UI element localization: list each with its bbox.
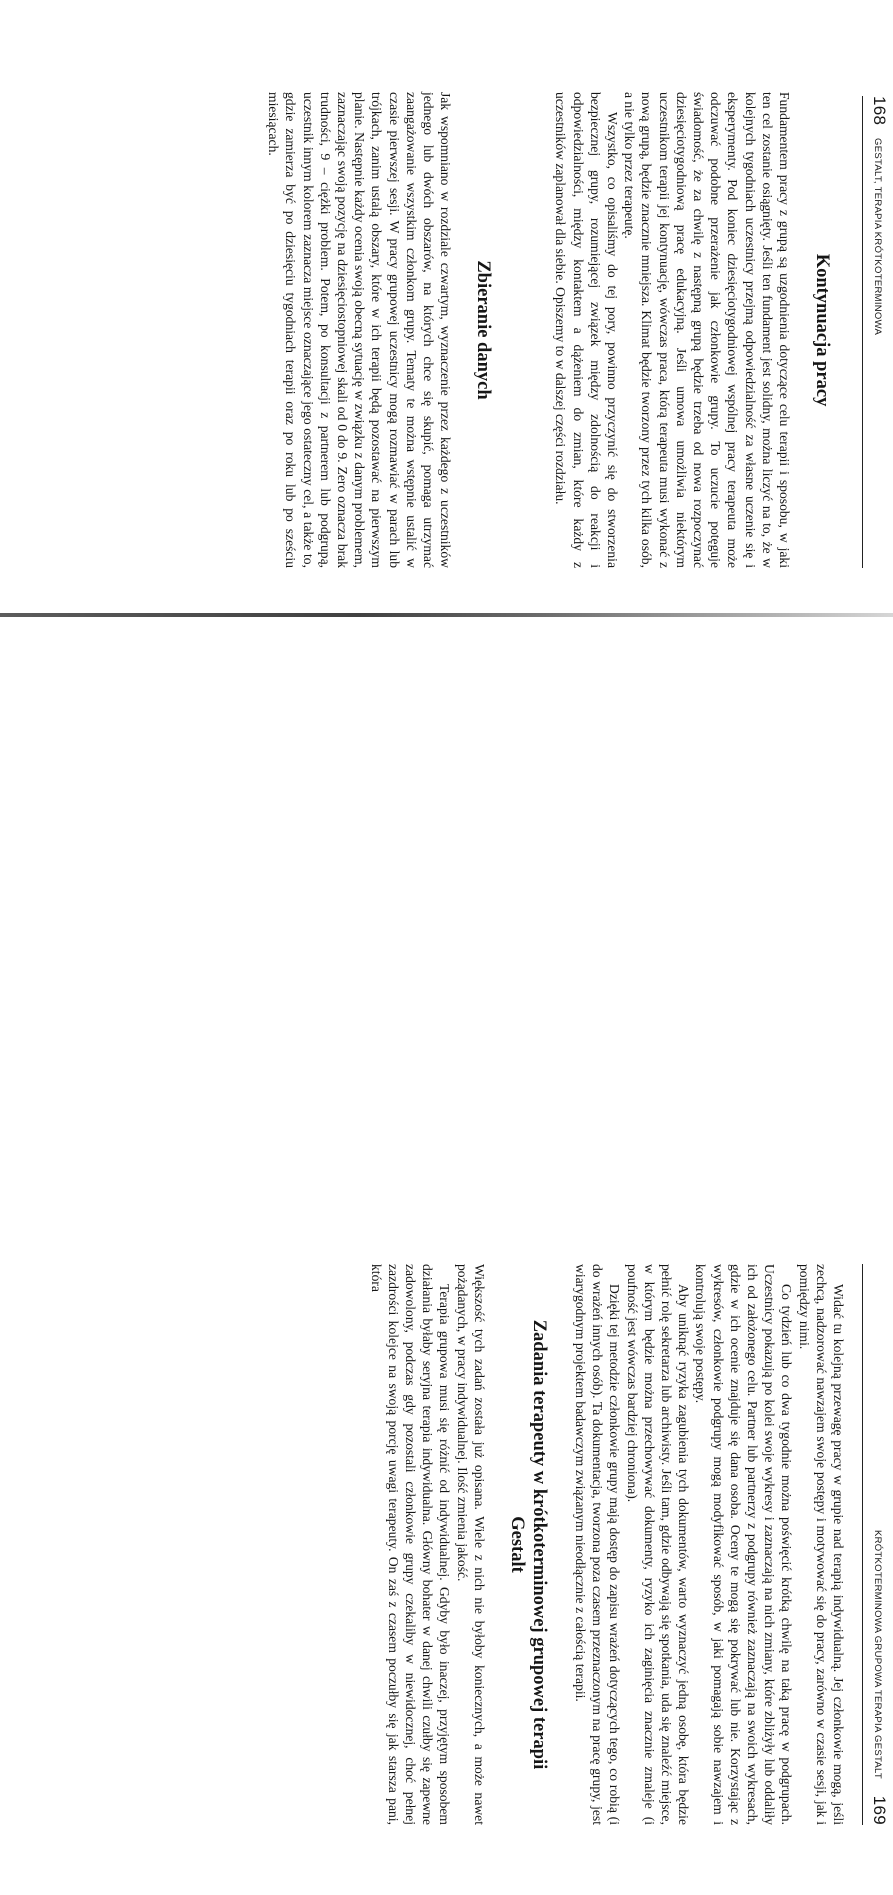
page-number: 169 xyxy=(870,1795,889,1825)
paragraph: Widać tu kolejną przewagę pracy w grupie nad terapią indywidualną. Jej członkowie mogą, jeśli zechcą, nadzorować nawzajem swoje postępy i motywować się do pracy, zarówno w czasie sesji, jak i pomiędzy nimi. xyxy=(796,1264,846,1825)
right-page-body xyxy=(367,1264,847,1825)
left-page xyxy=(0,0,893,604)
section-title: Kontynuacja pracy xyxy=(812,253,832,407)
paragraph: Większość tych zadań została już opisana. Wiele z nich nie byłoby koniecznych, a może nawet pożądanych, w pracy indywidualnej. Ilość zmienia jakość. xyxy=(454,1264,487,1825)
page-number: 168 xyxy=(870,96,889,126)
right-page xyxy=(0,632,893,1825)
paragraph: Fundamentem pracy z grupą są uzgodnienia dotyczące celu terapii i sposobu, w jaki ten cel zostanie osiągnięty. Jeśli ten fundament jest solidny, można liczyć na to, że w kolejnych tygodniach uczestnicy przejmą odpowiedzialność za własne uczenie się i eksperymenty. Pod koniec dziesięciotygodniowej wspólnej pracy terapeuta może odczuwać podobne przerażenie jak członkowie grupy. To uczucie potęguje świadomość, że za chwilę z następną grupą będzie trzeba od nowa rozpoczynać dziesięciotygodniową pracę edukacyjną. Jeśli umowa umożliwia niektórym uczestnikom terapii jej kontynuację, wówczas praca, którą terapeuta musi wykonać z nową grupą, będzie znacznie mniejsza. Klimat będzie tworzony przez tych kilka osób, a nie tylko przez terapeutę. xyxy=(622,92,792,568)
running-head-text: GESTALT, TERAPIA KRÓTKOTERMINOWA xyxy=(872,138,883,336)
section-title: Zbieranie danych xyxy=(473,260,494,400)
paragraph: Aby uniknąć ryzyka zagubienia tych dokumentów, warto wyznaczyć jedną osobę, która będzie pełnić rolę sekretarza lub archiwisty. Jeśli tam, gdzie odbywają się spotkania, uda się znaleźć miejsce, w którym będzie można przechowywać dokumenty, ryzyko ich zaginięcia znacznie zmaleje (i poufność jest wówczas bardziej chroniona). xyxy=(624,1264,692,1825)
paragraph: Jak wspomniano w rozdziale czwartym, wyznaczenie przez każdego z uczestników jednego lub dwóch obszarów, na których chce się skupić, pomaga utrzymać zaangażowanie wszystkim członkom grupy. Tematy te można wstępnie ustalić w czasie pierwszej sesji. W pracy grupowej uczestnicy mogą rozmawiać w parach lub trójkach, zanim ustalą obszary, które w ich terapii będą pozostawać na pierwszym planie. Następnie każdy ocenia swoją obecną sytuację w związku z danym problemem, zaznaczając swoją pozycję na dziesięciostopniowej skali od 0 do 9. Zero oznacza brak trudności, 9 – ciężki problem. Potem, po konsultacji z partnerem lub podgrupą, uczestnik innym kolorem zaznacza miejsce oznaczające jego ostateczny cel, a także to, gdzie zamierza być po dziesięciu tygodniach terapii oraz po roku lub po sześciu miesiącach. xyxy=(266,92,454,568)
paragraph: Co tydzień lub co dwa tygodnie można poświęcić krótką chwilę na taką pracę w podgrupach. Uczestnicy pokazują po kolei swoje wykresy i zaznaczają na nich zmiany, które zbliżyły lub oddaliły ich od założonego celu. Partner lub partnerzy z podgrupy również zaznaczają na swoich wykresach, gdzie w ich ocenie znajduje się dana osoba. Oceny te mogą się pokrywać lub nie. Korzystając z wykresów, członkowie podgrupy mogą modyfikować sposób, w jaki pomagają sobie nawzajem i kontrolują swoje postępy. xyxy=(693,1264,795,1825)
section-title: Zadania terapeuty w krótkoterminowej grupowej terapii Gestalt xyxy=(506,1319,549,1770)
paragraph: Dzięki tej metodzie członkowie grupy mają dostęp do zapisu wrażeń dotyczących tego, co robią (i do wrażeń innych osób). Ta dokumentacja, tworzona poza czasem przeznaczonym na pracę grupy, jest wiarygodnym projektem badawczym związanym nieodłącznie z całością terapii. xyxy=(572,1264,623,1825)
running-head-text: KRÓTKOTERMINOWA GRUPOWA TERAPIA GESTALT xyxy=(872,1529,883,1779)
running-head-left xyxy=(862,96,893,568)
paragraph: Terapia grupowa musi się różnić od indywidualnej. Gdyby było inaczej, przyjętym sposobem działania byłaby seryjna terapia indywidualna. Główny bohater w danej chwili czułby się zapewne zadowolony, podczas gdy pozostali członkowie grupy czekaliby w niewidocznej, choć pełnej zazdrości kolejce na swoją porcję uwagi terapeuty. On zaś z czasem poczułby się jak starsza pani, która xyxy=(368,1264,453,1825)
book-gutter xyxy=(0,604,893,626)
left-page-body xyxy=(265,92,833,568)
paragraph: Wszystko, co opisaliśmy do tej pory, powinno przyczynić się do stworzenia bezpiecznej grupy, rozumiejącej związek między zdolnością do reakcji i odpowiedzialności, między kontaktem a dążeniem do zmian, które każdy z uczestników zaplanował dla siebie. Opiszemy to w dalszej części rozdziału. xyxy=(553,92,620,568)
running-head-right xyxy=(862,1264,893,1825)
